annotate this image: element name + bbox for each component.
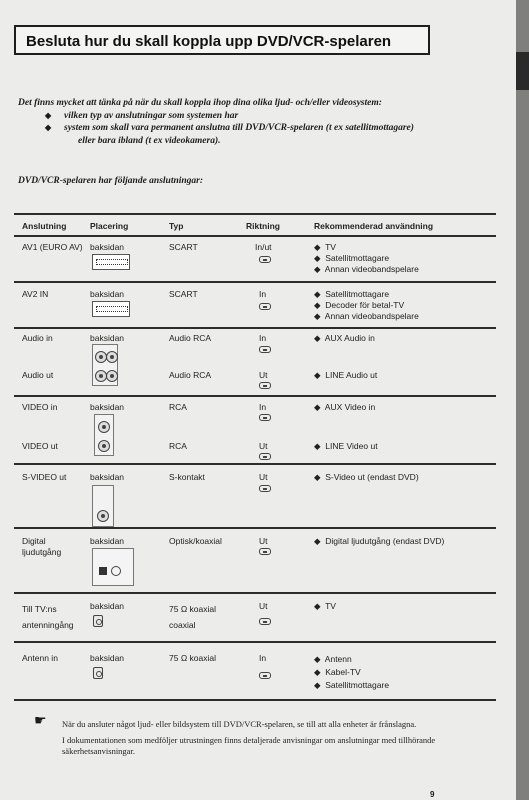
cell-placering: baksidan [90, 601, 125, 611]
table-rule [14, 327, 496, 329]
cell-riktning: Ut [259, 472, 268, 482]
cell-typ: RCA [169, 402, 187, 412]
cell-rekommenderad: ◆ LINE Video ut [314, 441, 378, 451]
cell-typ: 75 Ω koaxial [169, 653, 216, 663]
cell-riktning: In [259, 333, 267, 343]
cell-typ: Audio RCA [169, 370, 212, 380]
table-rule [14, 592, 496, 594]
note-text [62, 719, 488, 762]
cell-anslutning: Audio ut [22, 370, 54, 380]
cell-placering: baksidan [90, 536, 125, 546]
connector-direction-icon [259, 485, 271, 492]
scart-connector-icon [92, 301, 130, 317]
cell-placering: baksidan [90, 242, 125, 252]
cell-rekommenderad: ◆ Antenn ◆ Kabel-TV ◆ Satellitmottagare [314, 654, 390, 690]
cell-riktning: Ut [259, 441, 268, 451]
table-rule [14, 527, 496, 529]
intro-bullet-continuation: eller bara ibland (t ex videokamera). [78, 135, 221, 146]
cell-riktning: Ut [259, 370, 268, 380]
cell-anslutning: Antenn in [22, 653, 58, 663]
intro-bullet: ◆ vilken typ av anslutningar som systemen har [45, 110, 239, 121]
cell-anslutning: AV2 IN [22, 289, 49, 299]
cell-riktning: Ut [259, 601, 268, 611]
cell-typ: Audio RCA [169, 333, 212, 343]
cell-riktning: Ut [259, 536, 268, 546]
cell-placering: baksidan [90, 653, 125, 663]
page-number: 9 [430, 790, 435, 799]
title-box [14, 25, 430, 55]
table-subheading: DVD/VCR-spelaren har följande anslutningar: [18, 176, 204, 186]
cell-riktning: In/ut [255, 242, 272, 252]
cell-anslutning: VIDEO ut [22, 441, 58, 451]
cell-placering: baksidan [90, 402, 125, 412]
header-riktning: Riktning [246, 221, 280, 231]
header-rekommenderad: Rekommenderad användning [314, 221, 434, 231]
intro-text [18, 97, 498, 147]
connector-direction-icon [259, 414, 271, 421]
cell-typ: S-kontakt [169, 472, 205, 482]
note-line: I dokumentationen som medföljer utrustningen finns detaljerade anvisningar om anslutningar med tillhörande säkerhetsanvisningar. [62, 734, 436, 756]
intro-lead: Det finns mycket att tänka på när du skall koppla ihop dina olika ljud- och/eller videosystem: [18, 98, 382, 108]
cell-anslutning: Till TV:ns antenningång [22, 604, 74, 630]
cell-typ: SCART [169, 289, 198, 299]
cell-anslutning: Audio in [22, 333, 53, 343]
header-anslutning: Anslutning [22, 221, 67, 231]
cell-riktning: In [259, 402, 267, 412]
cell-anslutning: Digital ljudutgång [22, 536, 62, 557]
optical-coax-jack-icon [92, 548, 134, 586]
table-rule [14, 699, 496, 701]
connector-direction-icon [259, 672, 271, 679]
cell-anslutning: AV1 (EURO AV) [22, 242, 83, 252]
connector-direction-icon [259, 303, 271, 310]
audio-jacks-icon [92, 344, 118, 386]
connector-direction-icon [259, 346, 271, 353]
table-rule [14, 395, 496, 397]
page-edge [516, 0, 529, 800]
diamond-bullet-icon: ◆ [45, 110, 52, 120]
connector-direction-icon [259, 548, 271, 555]
table-rule [14, 235, 496, 237]
intro-bullet: ◆ system som skall vara permanent anslutna till DVD/VCR-spelaren (t ex satellitmottagare) [45, 123, 414, 133]
connector-direction-icon [259, 382, 271, 389]
cell-anslutning: VIDEO in [22, 402, 58, 412]
cell-typ: Optisk/koaxial [169, 536, 222, 546]
cell-rekommenderad: ◆ S-Video ut (endast DVD) [314, 472, 419, 482]
antenna-jack-icon [93, 667, 103, 679]
table-rule [14, 641, 496, 643]
connector-direction-icon [259, 453, 271, 460]
cell-typ: SCART [169, 242, 198, 252]
cell-riktning: In [259, 289, 267, 299]
cell-rekommenderad: ◆ Satellitmottagare ◆ Decoder för betal-TV ◆ Annan videobandspelare [314, 289, 419, 321]
note-line: När du ansluter något ljud- eller bildsystem till DVD/VCR-spelaren, se till att alla enheter är frånslagna. [62, 719, 417, 729]
cell-placering: baksidan [90, 472, 125, 482]
connector-direction-icon [259, 256, 271, 263]
table-rule [14, 213, 496, 215]
cell-rekommenderad: ◆ AUX Video in [314, 402, 376, 412]
cell-rekommenderad: ◆ Digital ljudutgång (endast DVD) [314, 536, 445, 546]
cell-riktning: In [259, 653, 267, 663]
cell-typ: 75 Ω koaxial coaxial [169, 604, 216, 630]
video-jacks-icon [94, 414, 114, 456]
pointing-hand-icon: ☛ [34, 712, 47, 728]
cell-rekommenderad: ◆ TV ◆ Satellitmottagare ◆ Annan videobandspelare [314, 242, 419, 274]
scart-connector-icon [92, 254, 130, 270]
header-typ: Typ [169, 221, 184, 231]
table-rule [14, 281, 496, 283]
table-rule [14, 463, 496, 465]
page-title: Besluta hur du skall koppla upp DVD/VCR-spelaren [26, 33, 392, 50]
cell-placering: baksidan [90, 289, 125, 299]
cell-typ: RCA [169, 441, 187, 451]
cell-anslutning: S-VIDEO ut [22, 472, 67, 482]
header-placering: Placering [90, 221, 129, 231]
cell-rekommenderad: ◆ LINE Audio ut [314, 370, 378, 380]
cell-rekommenderad: ◆ AUX Audio in [314, 333, 375, 343]
s-video-jack-icon [92, 485, 114, 527]
diamond-bullet-icon: ◆ [45, 123, 52, 132]
antenna-jack-icon [93, 615, 103, 627]
cell-rekommenderad: ◆ TV [314, 601, 336, 611]
chapter-tab [516, 52, 529, 90]
connector-direction-icon [259, 618, 271, 625]
cell-placering: baksidan [90, 333, 125, 343]
